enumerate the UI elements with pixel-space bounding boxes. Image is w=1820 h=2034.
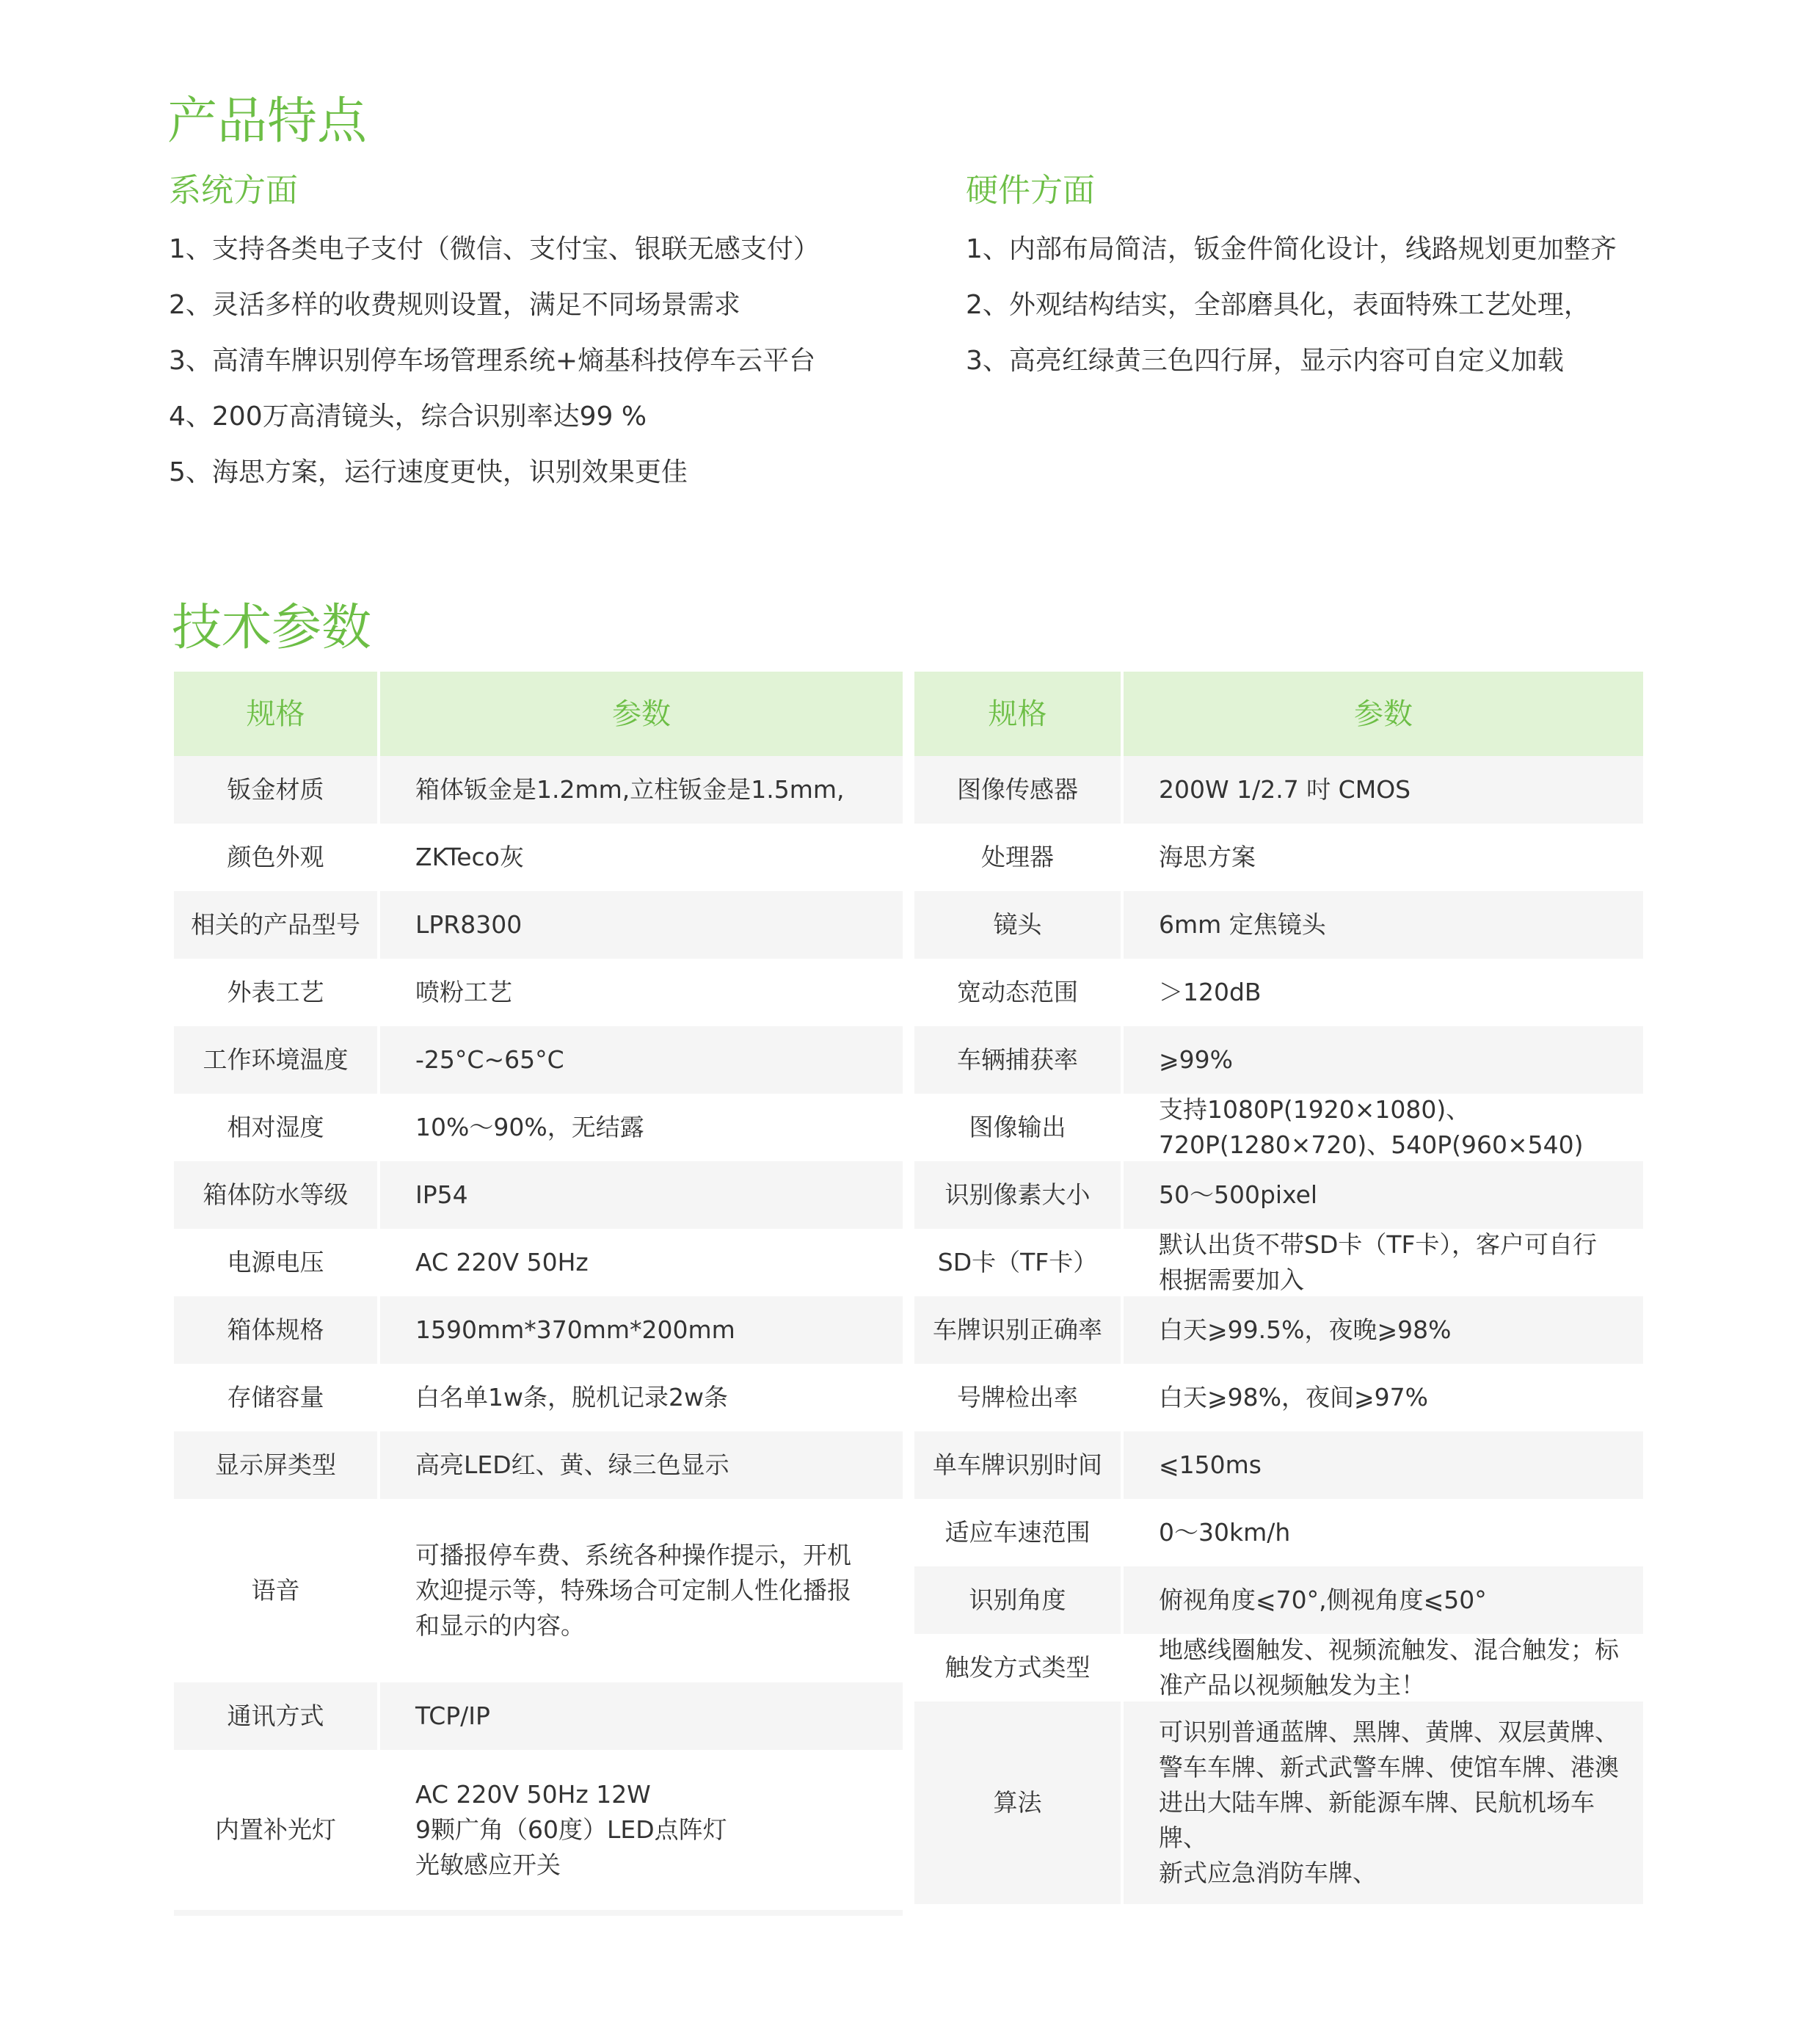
table-row xyxy=(174,1682,903,1750)
spec-value-line: 进出大陆车牌、新能源车牌、民航机场车牌、 xyxy=(1159,1788,1595,1852)
spec-value-line: 10%～90%，无结露 xyxy=(415,1113,644,1142)
specs-table-left xyxy=(174,672,903,1916)
spec-name: 车牌识别正确率 xyxy=(914,1296,1121,1364)
system-feature-item: 4、200万高清镜头，综合识别率达99 % xyxy=(169,402,647,432)
system-feature-item: 5、海思方案，运行速度更快，识别效果更佳 xyxy=(169,457,688,487)
spec-value-line: 箱体钣金是1.2mm,立柱钣金是1.5mm, xyxy=(415,775,845,804)
spec-value-line: 200W 1/2.7 吋 CMOS xyxy=(1159,775,1411,804)
spec-value-line: AC 220V 50Hz 12W xyxy=(415,1780,651,1809)
spec-value xyxy=(1124,1161,1643,1229)
spec-value-line: 海思方案 xyxy=(1159,843,1256,872)
table-row xyxy=(174,824,903,891)
header-param: 参数 xyxy=(1124,672,1643,756)
spec-name: 相关的产品型号 xyxy=(174,891,377,959)
table-row xyxy=(174,1364,903,1431)
table-row xyxy=(914,1499,1643,1566)
table-row xyxy=(914,1161,1643,1229)
spec-value-line: 0～30km/h xyxy=(1159,1518,1291,1547)
table-row xyxy=(914,891,1643,959)
spec-value-line: 1590mm*370mm*200mm xyxy=(415,1315,735,1345)
table-row xyxy=(174,1750,903,1910)
spec-value-line: ZKTeco灰 xyxy=(415,843,524,872)
table-row xyxy=(174,1161,903,1229)
specs-title: 技术参数 xyxy=(172,599,372,657)
spec-name: 钣金材质 xyxy=(174,756,377,824)
table-row xyxy=(174,1499,903,1682)
hardware-heading: 硬件方面 xyxy=(966,172,1095,209)
table-row xyxy=(174,1094,903,1161)
spec-value-line: ＞120dB xyxy=(1159,978,1262,1007)
table-row xyxy=(174,1229,903,1296)
spec-value-line: ⩾99% xyxy=(1159,1045,1233,1075)
spec-name: 车辆捕获率 xyxy=(914,1026,1121,1094)
features-title: 产品特点 xyxy=(167,92,368,150)
system-heading: 系统方面 xyxy=(169,172,298,209)
spec-value-line: 720P(1280×720)、540P(960×540) xyxy=(1159,1130,1584,1159)
table-row xyxy=(914,1296,1643,1364)
spec-value-line: 可播报停车费、系统各种操作提示，开机 xyxy=(415,1541,851,1570)
table-row xyxy=(914,824,1643,891)
table-row xyxy=(914,959,1643,1026)
table-row xyxy=(174,1296,903,1364)
spec-value xyxy=(380,1431,903,1499)
system-feature-item: 1、支持各类电子支付（微信、支付宝、银联无感支付） xyxy=(169,234,820,264)
spec-value-line: 9颗广角（60度）LED点阵灯 xyxy=(415,1815,727,1845)
spec-value xyxy=(380,1296,903,1364)
spec-value-line: LPR8300 xyxy=(415,910,523,940)
spec-value xyxy=(380,1229,903,1296)
table-row xyxy=(914,1364,1643,1431)
spec-name: 处理器 xyxy=(914,824,1121,891)
table-row xyxy=(914,1701,1643,1904)
spec-value-line: 6mm 定焦镜头 xyxy=(1159,910,1326,940)
system-feature-item: 3、高清车牌识别停车场管理系统+熵基科技停车云平台 xyxy=(169,346,816,376)
spec-name: 存储容量 xyxy=(174,1364,377,1431)
table-row xyxy=(914,756,1643,824)
table-row xyxy=(914,1634,1643,1701)
spec-value xyxy=(1124,1701,1643,1904)
spec-value xyxy=(380,756,903,824)
spec-name: 通讯方式 xyxy=(174,1682,377,1750)
spec-value xyxy=(380,1750,903,1910)
spec-name: 识别像素大小 xyxy=(914,1161,1121,1229)
spec-value xyxy=(1124,959,1643,1026)
spec-name: 外表工艺 xyxy=(174,959,377,1026)
spec-name: 适应车速范围 xyxy=(914,1499,1121,1566)
spec-value xyxy=(380,1161,903,1229)
spec-value xyxy=(380,959,903,1026)
spec-value xyxy=(380,824,903,891)
spec-value xyxy=(1124,1566,1643,1634)
spec-value-line: 欢迎提示等，特殊场合可定制人性化播报 xyxy=(415,1576,851,1605)
spec-name: 语音 xyxy=(174,1499,377,1682)
spec-value-line: 地感线圈触发、视频流触发、混合触发；标 xyxy=(1159,1635,1619,1665)
spec-value-line: ⩽150ms xyxy=(1159,1450,1262,1480)
header-spec: 规格 xyxy=(914,672,1121,756)
spec-name: 电源电压 xyxy=(174,1229,377,1296)
table-header xyxy=(174,672,903,756)
system-feature-item: 2、灵活多样的收费规则设置，满足不同场景需求 xyxy=(169,290,740,320)
spec-name: 触发方式类型 xyxy=(914,1634,1121,1701)
spec-value xyxy=(1124,756,1643,824)
spec-value xyxy=(380,1499,903,1682)
header-spec: 规格 xyxy=(174,672,377,756)
table-row xyxy=(174,1431,903,1499)
spec-value xyxy=(1124,1431,1643,1499)
spec-name: 图像输出 xyxy=(914,1094,1121,1161)
spec-value-line: 50～500pixel xyxy=(1159,1180,1318,1210)
spec-value-line: 白天⩾99.5%，夜晚⩾98% xyxy=(1159,1315,1452,1345)
spec-value xyxy=(1124,1026,1643,1094)
spec-value-line: 俯视角度⩽70°,侧视角度⩽50° xyxy=(1159,1586,1487,1615)
spec-name: 图像传感器 xyxy=(914,756,1121,824)
spec-value-line: -25°C~65°C xyxy=(415,1045,564,1075)
spec-value-line: IP54 xyxy=(415,1180,468,1210)
table-row xyxy=(914,1026,1643,1094)
spec-value-line: TCP/IP xyxy=(415,1701,490,1731)
spec-value xyxy=(380,1094,903,1161)
spec-name: 算法 xyxy=(914,1701,1121,1904)
spec-value-line: AC 220V 50Hz xyxy=(415,1248,589,1277)
spec-value-line: 可识别普通蓝牌、黑牌、黄牌、双层黄牌、 xyxy=(1159,1718,1619,1747)
spec-name: 颜色外观 xyxy=(174,824,377,891)
spec-value-line: 默认出货不带SD卡（TF卡），客户可自行 xyxy=(1159,1230,1597,1260)
hardware-feature-item: 2、外观结构结实，全部磨具化，表面特殊工艺处理， xyxy=(966,290,1590,320)
spec-name: SD卡（TF卡） xyxy=(914,1229,1121,1296)
table-row xyxy=(914,1229,1643,1296)
spec-value xyxy=(380,1026,903,1094)
header-param: 参数 xyxy=(380,672,903,756)
spec-value xyxy=(1124,824,1643,891)
spec-value-line: 支持1080P(1920×1080)、 xyxy=(1159,1095,1471,1125)
spec-name: 显示屏类型 xyxy=(174,1431,377,1499)
spec-value xyxy=(380,891,903,959)
spec-name: 宽动态范围 xyxy=(914,959,1121,1026)
specs-table-right xyxy=(914,672,1643,1904)
table-row xyxy=(914,1566,1643,1634)
spec-value-line: 喷粉工艺 xyxy=(415,978,512,1007)
spec-name: 相对湿度 xyxy=(174,1094,377,1161)
table-header xyxy=(914,672,1643,756)
table-row xyxy=(174,891,903,959)
spec-name: 箱体防水等级 xyxy=(174,1161,377,1229)
spec-name: 箱体规格 xyxy=(174,1296,377,1364)
spec-value-line: 准产品以视频触发为主！ xyxy=(1159,1671,1425,1699)
spec-value xyxy=(1124,1364,1643,1431)
spec-value xyxy=(1124,1296,1643,1364)
spec-name: 镜头 xyxy=(914,891,1121,959)
table-row xyxy=(174,959,903,1026)
spec-value-line: 和显示的内容。 xyxy=(415,1610,585,1640)
spec-name: 识别角度 xyxy=(914,1566,1121,1634)
table-row xyxy=(914,1431,1643,1499)
spec-name: 号牌检出率 xyxy=(914,1364,1121,1431)
spec-value-line: 高亮LED红、黄、绿三色显示 xyxy=(415,1450,729,1480)
spec-value xyxy=(1124,1634,1643,1701)
hardware-feature-item: 3、高亮红绿黄三色四行屏，显示内容可自定义加载 xyxy=(966,346,1564,376)
spec-value xyxy=(1124,891,1643,959)
table-row xyxy=(174,756,903,824)
spec-value-line: 警车车牌、新式武警车牌、使馆车牌、港澳 xyxy=(1159,1753,1619,1782)
spec-value xyxy=(1124,1094,1643,1161)
spec-value-line: 白天⩾98%，夜间⩾97% xyxy=(1159,1383,1428,1412)
spec-name: 内置补光灯 xyxy=(174,1750,377,1910)
spec-value-line: 新式应急消防车牌、 xyxy=(1159,1858,1377,1887)
spec-value-line: 光敏感应开关 xyxy=(415,1850,561,1879)
spec-name: 单车牌识别时间 xyxy=(914,1431,1121,1499)
spec-value xyxy=(1124,1229,1643,1296)
spec-value-line: 根据需要加入 xyxy=(1159,1265,1304,1294)
table-row xyxy=(174,1026,903,1094)
spec-value xyxy=(380,1682,903,1750)
table-row xyxy=(914,1094,1643,1161)
hardware-feature-item: 1、内部布局简洁，钣金件简化设计，线路规划更加整齐 xyxy=(966,234,1617,264)
spec-name: 工作环境温度 xyxy=(174,1026,377,1094)
spec-value xyxy=(1124,1499,1643,1566)
spec-value xyxy=(380,1364,903,1431)
spec-value-line: 白名单1w条，脱机记录2w条 xyxy=(415,1383,728,1412)
